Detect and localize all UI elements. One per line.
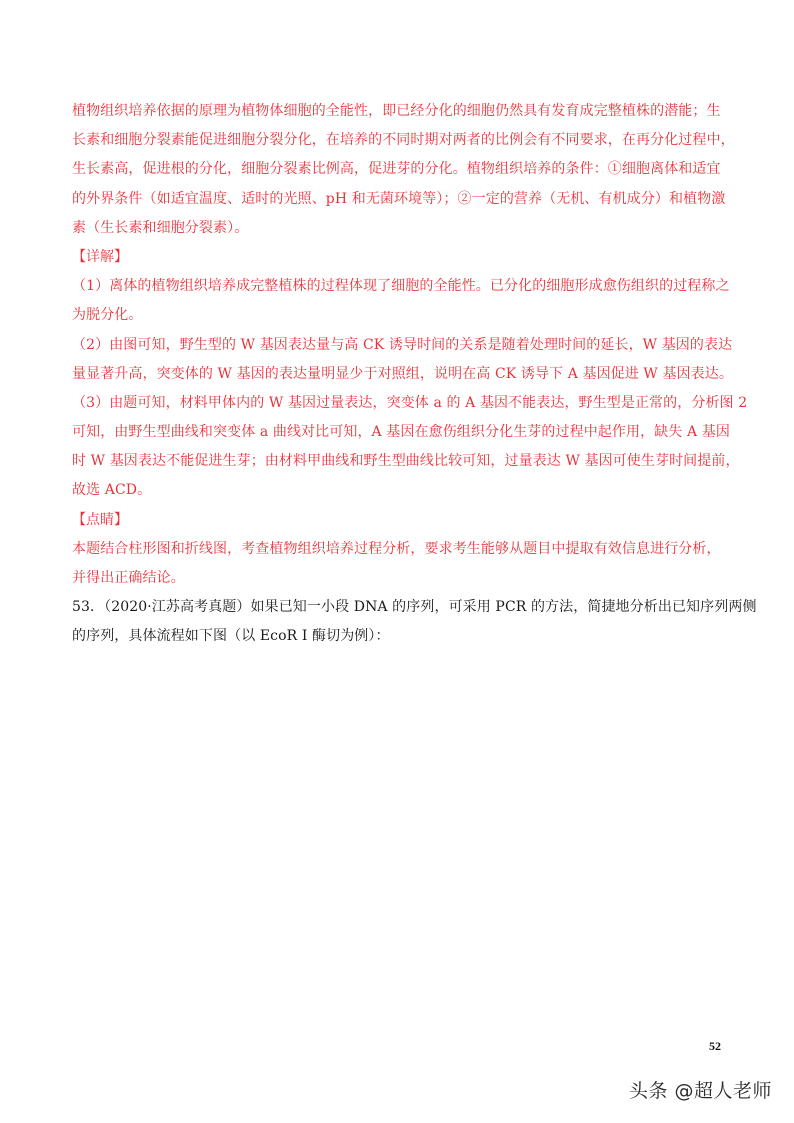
detail-heading: 【详解】 xyxy=(72,248,128,265)
comment-section xyxy=(72,506,722,594)
detail-item-line: （2）由图可知，野生型的 W 基因表达量与高 CK 诱导时间的关系是随着处理时间的延长，W 基因的表达 xyxy=(72,336,733,353)
question-line: 53．（2020·江苏高考真题）如果已知一小段 DNA 的序列，可采用 PCR 的方法，简捷地分析出已知序列两侧 xyxy=(72,599,757,616)
detail-item-line: （3）由题可知，材料甲体内的 W 基因过量表达，突变体 a 的 A 基因不能表达，野生型是正常的，分析图 2 xyxy=(72,394,748,411)
question-53 xyxy=(72,593,757,651)
analysis-line: 生长素高，促进根的分化，细胞分裂素比例高，促进芽的分化。植物组织培养的条件：①细胞离体和适宜 xyxy=(72,161,721,178)
analysis-line: 素（生长素和细胞分裂素）。 xyxy=(72,219,249,236)
detail-item-3 xyxy=(72,389,748,506)
detail-item-line: 故选 ACD。 xyxy=(72,482,152,499)
page-content xyxy=(72,97,757,652)
detail-item-line: 可知，由野生型曲线和突变体 a 曲线对比可知，A 基因在愈伤组织分化生芽的过程中起作用，缺失 A 基因 xyxy=(72,424,730,441)
page-number: 52 xyxy=(709,1039,721,1053)
analysis-line: 植物组织培养依据的原理为植物体细胞的全能性，即已经分化的细胞仍然具有发育成完整植株的潜能；生 xyxy=(72,103,721,119)
detail-item-line: 为脱分化。 xyxy=(72,307,143,324)
detail-item-line: 时 W 基因表达不能促进生芽；由材料甲曲线和野生型曲线比较可知，过量表达 W 基因可使生芽时间提前， xyxy=(72,453,740,470)
analysis-paragraph xyxy=(72,97,735,243)
detail-item-1 xyxy=(72,272,730,330)
detail-item-line: （1）离体的植物组织培养成完整植株的过程体现了细胞的全能性。已分化的细胞形成愈伤组织的过程称之 xyxy=(72,278,730,295)
comment-heading: 【点睛】 xyxy=(72,511,128,528)
watermark: 头条 @超人老师 xyxy=(629,1080,773,1102)
analysis-line: 的外界条件（如适宜温度、适时的光照、pH 和无菌环境等）；②一定的营养（无机、有机成分）和植物激 xyxy=(72,190,726,207)
detail-item-2 xyxy=(72,331,733,389)
detail-section xyxy=(72,243,748,506)
analysis-line: 长素和细胞分裂素能促进细胞分裂分化，在培养的不同时期对两者的比例会有不同要求，在再分化过程中， xyxy=(72,132,735,149)
comment-line: 并得出正确结论。 xyxy=(72,570,185,586)
comment-line: 本题结合柱形图和折线图，考查植物组织培养过程分析，要求考生能够从题目中提取有效信息进行分析， xyxy=(72,540,721,557)
detail-item-line: 量显著升高，突变体的 W 基因的表达量明显少于对照组，说明在高 CK 诱导下 A 基因促进 W 基因表达。 xyxy=(72,365,733,382)
question-line: 的序列，具体流程如下图（以 EcoR I 酶切为例）： xyxy=(72,628,390,645)
